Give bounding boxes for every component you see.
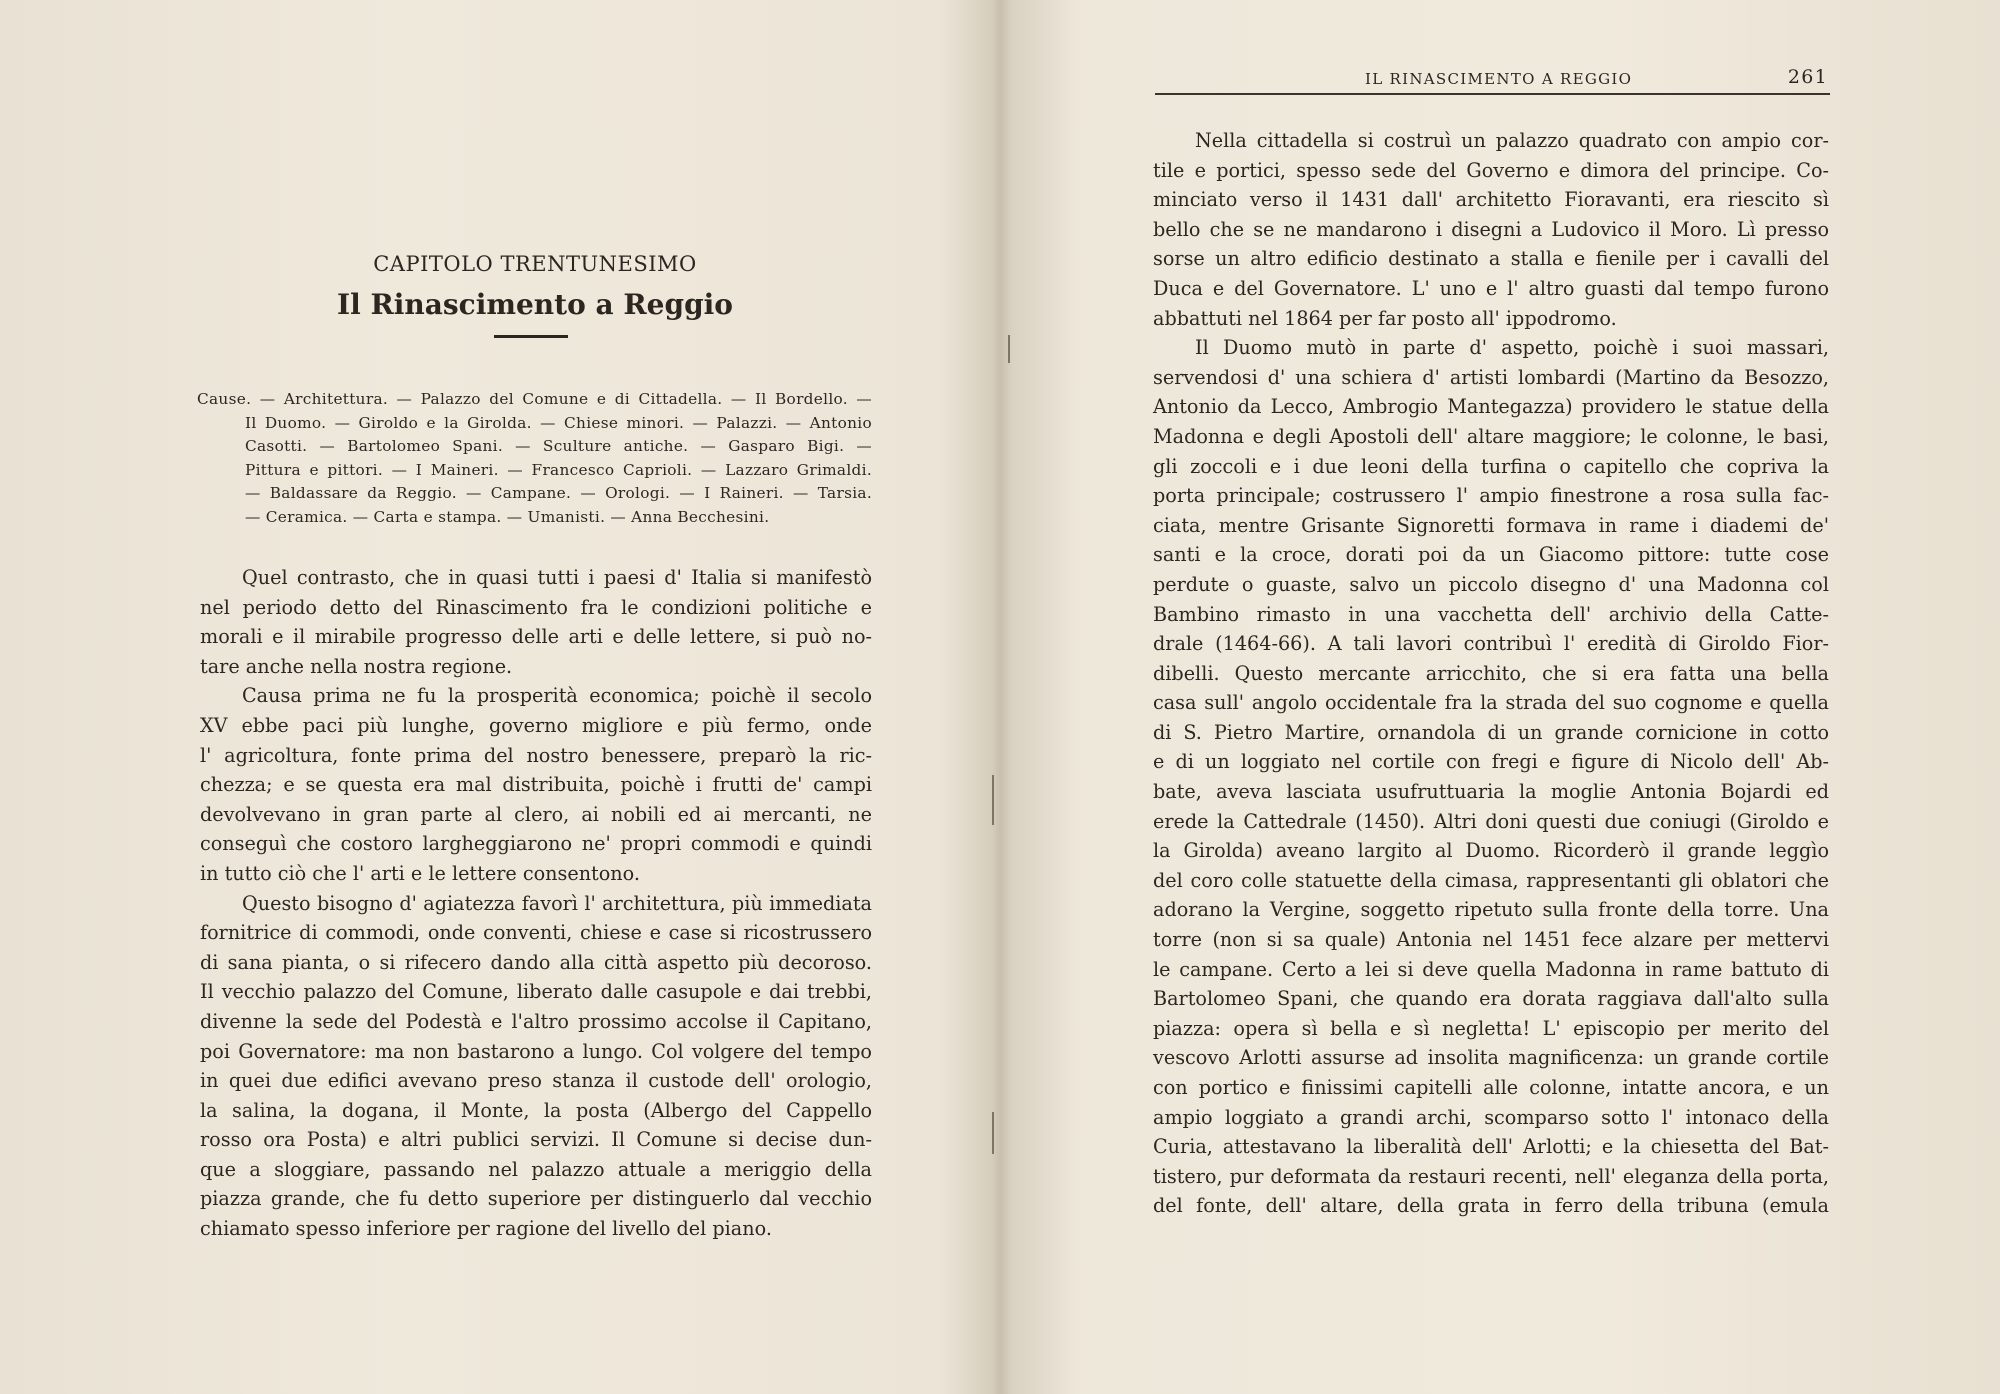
text-line: chezza; e se questa era mal distribuita, poichè i frutti de' campi [200, 773, 872, 797]
chapter-number: CAPITOLO TRENTUNESIMO [373, 252, 697, 276]
text-line: Bambino rimasto in una vacchetta dell' archivio della Catte- [1153, 602, 1829, 626]
text-line: e di un loggiato nel cortile con fregi e figure di Nicolo dell' Ab- [1153, 750, 1829, 774]
summary-line: Pittura e pittori. — I Maineri. — Francesco Caprioli. — Lazzaro Grimaldi. [245, 460, 872, 479]
text-line: Nella cittadella si costruì un palazzo quadrato con ampio cor- [1195, 129, 1829, 152]
text-line: Madonna e degli Apostoli dell' altare maggiore; le colonne, le basi, [1153, 424, 1829, 448]
text-line: servendosi d' una schiera d' artisti lombardi (Martino da Besozzo, [1153, 365, 1829, 389]
text-line: in quei due edifici avevano preso stanza il custode dell' orologio, [200, 1069, 872, 1093]
text-line: bate, aveva lasciata usufruttuaria la moglie Antonia Bojardi ed [1153, 780, 1829, 804]
text-line: adorano la Vergine, soggetto ripetuto sulla fronte della torre. Una [1153, 898, 1829, 922]
summary-line: — Baldassare da Reggio. — Campane. — Orologi. — I Raineri. — Tarsia. [245, 484, 872, 503]
text-line: piazza: opera sì bella e sì negletta! L' episcopio per merito del [1153, 1016, 1829, 1040]
text-line: tare anche nella nostra regione. [200, 654, 513, 678]
text-line: santi e la croce, dorati poi da un Giacomo pittore: tutte cose [1153, 543, 1829, 567]
text-line: in tutto ciò che l' arti e le lettere consentono. [200, 861, 640, 885]
text-line: Bartolomeo Spani, che quando era dorata raggiava dall'alto sulla [1153, 987, 1829, 1011]
running-head-rule [1155, 93, 1830, 95]
text-line: nel periodo detto del Rinascimento fra le condizioni politiche e [200, 595, 872, 619]
summary-line: — Ceramica. — Carta e stampa. — Umanisti. — Anna Becchesini. [245, 507, 770, 526]
margin-mark [992, 775, 994, 825]
text-line: divenne la sede del Podestà e l'altro prossimo accolse il Capitano, [200, 1009, 872, 1033]
text-line: ampio loggiato a grandi archi, scomparso sotto l' intonaco della [1153, 1105, 1829, 1129]
text-line: sorse un altro edificio destinato a stalla e fienile per i cavalli del [1153, 247, 1829, 271]
text-line: chiamato spesso inferiore per ragione del livello del piano. [200, 1217, 772, 1241]
summary-line: Il Duomo. — Giroldo e la Girolda. — Chiese minori. — Palazzi. — Antonio [245, 413, 872, 432]
text-line: Antonio da Lecco, Ambrogio Mantegazza) providero le statue della [1153, 395, 1829, 419]
text-line: Curia, attestavano la liberalità dell' Arlotti; e la chiesetta del Bat- [1153, 1135, 1829, 1159]
text-line: perdute o guaste, salvo un piccolo disegno d' una Madonna col [1153, 572, 1829, 596]
text-line: di sana pianta, o si rifecero dando alla città aspetto più decoroso. [200, 950, 872, 974]
margin-mark [992, 1112, 994, 1154]
text-line: fornitrice di commodi, onde conventi, chiese e case si ricostrussero [200, 921, 872, 945]
running-head-title: IL RINASCIMENTO A REGGIO [1365, 70, 1633, 88]
text-line: devolvevano in gran parte al clero, ai nobili ed ai mercanti, ne [200, 802, 872, 826]
text-line: Il Duomo mutò in parte d' aspetto, poichè i suoi massari, [1195, 336, 1829, 360]
left-body-text [200, 563, 872, 1244]
text-line: drale (1464-66). A tali lavori contribuì l' eredità di Giroldo Fior- [1153, 632, 1829, 656]
text-line: poi Governatore: ma non bastarono a lungo. Col volgere del tempo [200, 1039, 872, 1063]
text-line: Quel contrasto, che in quasi tutti i paesi d' Italia si manifestò [242, 566, 872, 589]
text-line: torre (non si sa quale) Antonia nel 1451 fece alzare per mettervi [1153, 928, 1829, 952]
text-line: con portico e finissimi capitelli alle colonne, intatte ancora, e un [1153, 1076, 1829, 1099]
text-line: gli zoccoli e i due leoni della turfina o capitello che copriva la [1153, 454, 1829, 478]
text-line: piazza grande, che fu detto superiore per distinguerlo dal vecchio [200, 1187, 872, 1211]
text-line: erede la Cattedrale (1450). Altri doni questi due coniugi (Giroldo e [1153, 809, 1829, 833]
text-line: tile e portici, spesso sede del Governo e dimora del principe. Co- [1153, 158, 1829, 182]
text-line: dibelli. Questo mercante arricchito, che si era fatta una bella [1153, 661, 1829, 685]
text-line: minciato verso il 1431 dall' architetto Fioravanti, era riescito sì [1153, 188, 1829, 212]
text-line: tistero, pur deformata da restauri recenti, nell' eleganza della porta, [1153, 1164, 1829, 1188]
page-number: 261 [1787, 66, 1828, 88]
text-line: abbattuti nel 1864 per far posto all' ippodromo. [1153, 306, 1617, 330]
text-line: Questo bisogno d' agiatezza favorì l' architettura, più immediata [242, 891, 872, 915]
text-line: l' agricoltura, fonte prima del nostro benessere, preparò la ric- [200, 743, 872, 767]
text-line: ciata, mentre Grisante Signoretti formava in rame i diademi de' [1153, 513, 1829, 537]
text-line: del coro colle statuette della cimasa, rappresentanti gli oblatori che [1153, 868, 1829, 892]
text-line: rosso ora Posta) e altri publici servizi. Il Comune si decise dun- [200, 1128, 872, 1152]
text-line: conseguì che costoro largheggiarono ne' propri commodi e quindi [200, 832, 872, 856]
text-line: di S. Pietro Martire, ornandola di un grande cornicione in cotto [1153, 720, 1829, 744]
running-head [1160, 68, 1828, 92]
margin-mark [1008, 335, 1010, 363]
text-line: Il vecchio palazzo del Comune, liberato dalle casupole e dai trebbi, [200, 980, 872, 1004]
text-line: que a sloggiare, passando nel palazzo attuale a meriggio della [200, 1157, 872, 1181]
text-line: casa sull' angolo occidentale fra la strada del suo cognome e quella [1153, 691, 1829, 715]
text-line: bello che se ne mandarono i disegni a Ludovico il Moro. Lì presso [1153, 217, 1829, 241]
left-page [0, 0, 995, 1394]
chapter-title: Il Rinascimento a Reggio [337, 288, 733, 321]
text-line: le campane. Certo a lei si deve quella Madonna in rame battuto di [1153, 957, 1829, 981]
text-line: XV ebbe paci più lunghe, governo migliore e più fermo, onde [200, 713, 872, 737]
text-line: la Girolda) aveano largito al Duomo. Ricorderò il grande leggìo [1153, 839, 1829, 863]
text-line: morali e il mirabile progresso delle arti e delle lettere, si può no- [200, 625, 872, 649]
text-line: vescovo Arlotti assurse ad insolita magnificenza: un grande cortile [1153, 1046, 1829, 1070]
summary-line: Cause. — Architettura. — Palazzo del Comune e di Cittadella. — Il Bordello. — [197, 390, 872, 408]
text-line: porta principale; costrussero l' ampio finestrone a rosa sulla fac- [1153, 484, 1829, 508]
text-line: del fonte, dell' altare, della grata in ferro della tribuna (emula [1153, 1194, 1829, 1218]
text-line: Causa prima ne fu la prosperità economica; poichè il secolo [242, 684, 872, 708]
chapter-summary [197, 388, 872, 530]
text-line: Duca e del Governatore. L' uno e l' altro guasti dal tempo furono [1153, 276, 1829, 300]
right-body-text [1153, 126, 1829, 1221]
text-line: la salina, la dogana, il Monte, la posta (Albergo del Cappello [200, 1098, 872, 1122]
title-rule [494, 335, 568, 338]
summary-line: Casotti. — Bartolomeo Spani. — Sculture antiche. — Gasparo Bigi. — [245, 437, 872, 456]
